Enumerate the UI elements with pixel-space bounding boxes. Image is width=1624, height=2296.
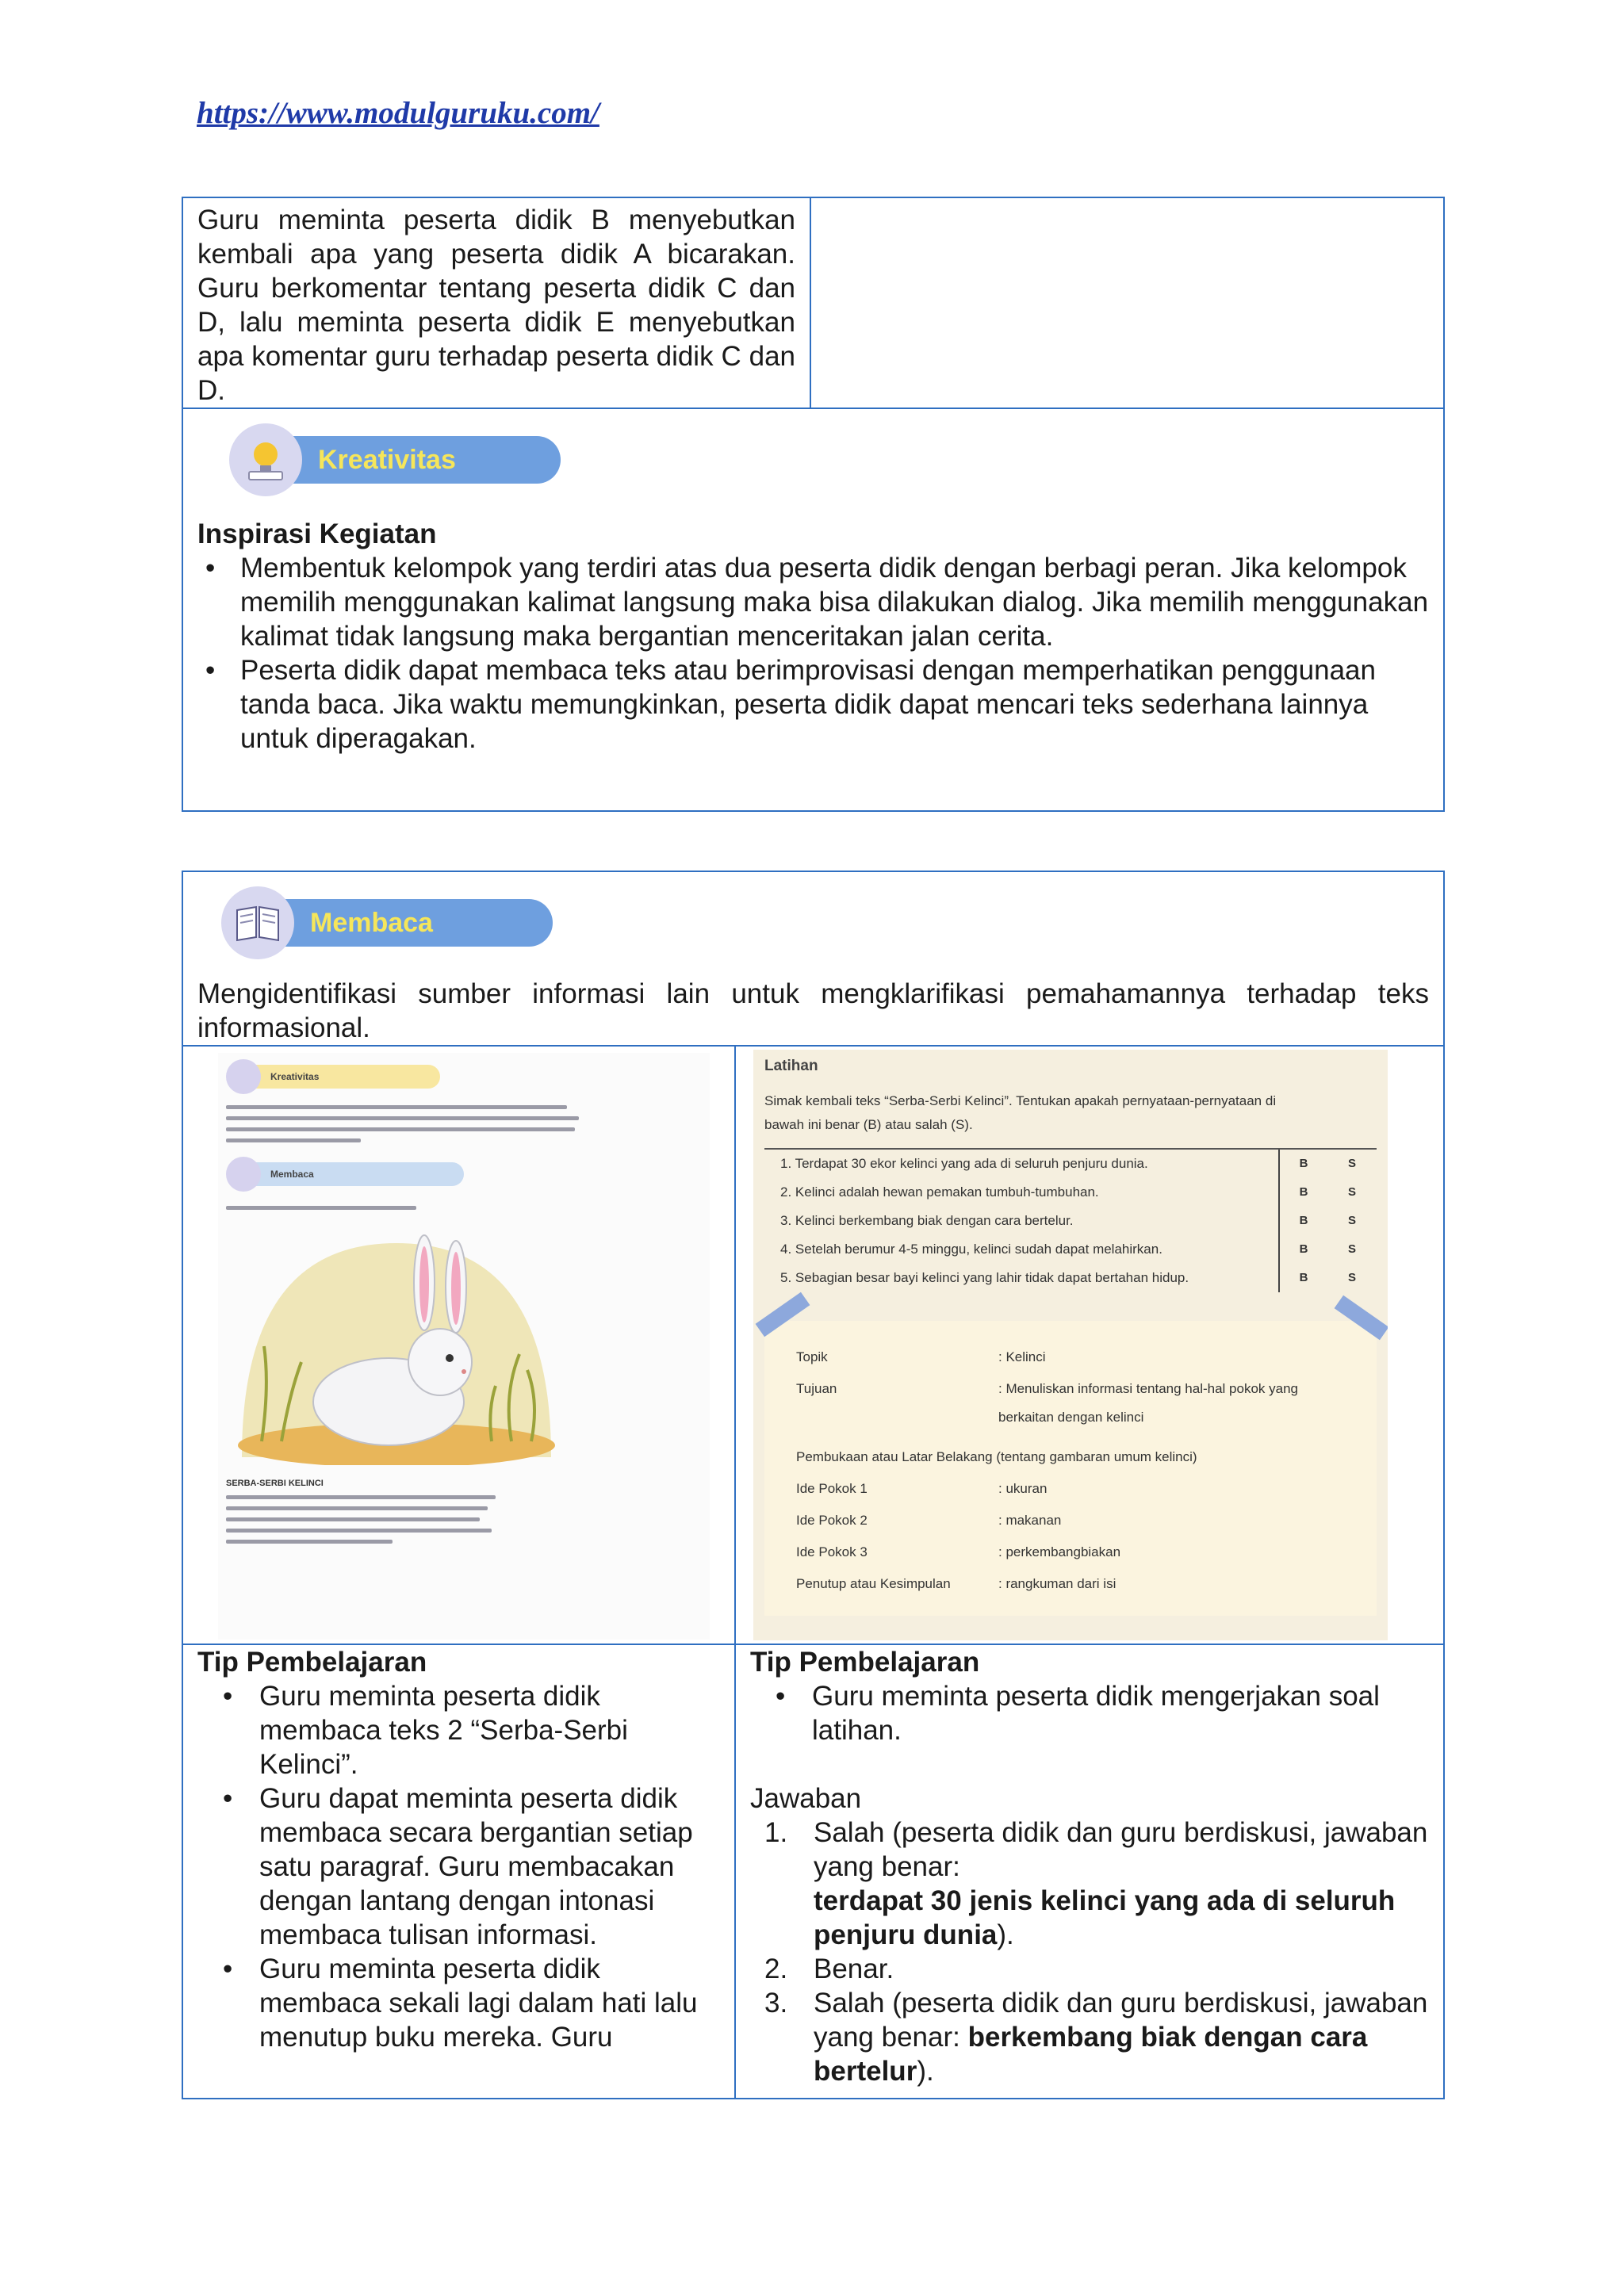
tip-left-heading: Tip Pembelajaran (197, 1647, 427, 1678)
tip-left-item: • Guru dapat meminta peserta didik membaca secara bergantian setiap satu paragraf. Guru membacakan dengan lantang dengan intonasi membaca tulisan informasi. (215, 1781, 720, 1952)
box1-activity-cell (182, 408, 1444, 811)
info-row (796, 1441, 1377, 1473)
jawaban-number: 2. (764, 1954, 788, 1984)
info-row (796, 1536, 1377, 1568)
text-line (226, 1105, 567, 1109)
info-value: berkaitan dengan kelinci (998, 1410, 1144, 1425)
text-line (226, 1495, 496, 1499)
true-mark: B (1278, 1150, 1327, 1178)
false-mark: S (1347, 1242, 1356, 1256)
text-line (226, 1116, 579, 1120)
tip-left-item: • Guru meminta peserta didik membaca sekali lagi dalam hati lalu menutup buku mereka. Guru (215, 1952, 720, 2054)
box-membaca (182, 871, 1445, 2099)
book-page-left (218, 1053, 710, 1640)
book-page-left-cell (182, 1046, 735, 1644)
inspirasi-item: • Membentuk kelompok yang terdiri atas dua peserta didik dengan berbagi peran. Jika kelompok memilih menggunakan kalimat langsung maka bisa dilakukan dialog. Jika memilih menggunakan kalimat tidak langsung maka bergantian menceritakan jalan cerita. (197, 551, 1429, 653)
tip-right-cell (735, 1644, 1444, 2099)
tip-right-list (750, 1679, 1429, 1747)
latihan-statement: 5. Sebagian besar bayi kelinci yang lahir tidak dapat bertahan hidup. (780, 1270, 1189, 1285)
text-line (226, 1540, 393, 1544)
true-mark: B (1278, 1264, 1327, 1292)
rabbit-illustration (226, 1227, 702, 1469)
info-value: : rangkuman dari isi (998, 1576, 1116, 1591)
mini-membaca-banner (226, 1157, 702, 1192)
mini-kreativitas-banner (226, 1059, 702, 1094)
jawaban-label: Jawaban (750, 1783, 862, 1814)
info-sheet (764, 1321, 1377, 1616)
book-page-right-cell (735, 1046, 1444, 1644)
info-row (796, 1473, 1377, 1505)
latihan-row (764, 1150, 1377, 1178)
membaca-banner (221, 886, 1429, 959)
true-mark: B (1278, 1178, 1327, 1207)
latihan-row (764, 1207, 1377, 1235)
jawaban-item (750, 1986, 1429, 2088)
info-key: Penutup atau Kesimpulan (796, 1576, 951, 1591)
info-row (796, 1405, 1377, 1430)
jawaban-text: Benar. (814, 1954, 894, 1984)
latihan-row (764, 1264, 1377, 1292)
text-line (226, 1127, 575, 1131)
tip-right-item: • Guru meminta peserta didik mengerjakan soal latihan. (768, 1679, 1429, 1747)
box-kreativitas (182, 197, 1445, 812)
info-row (796, 1505, 1377, 1536)
info-key: Pembukaan atau Latar Belakang (tentang gambaran umum kelinci) (796, 1449, 1197, 1464)
latihan-statement: 2. Kelinci adalah hewan pemakan tumbuh-tumbuhan. (780, 1184, 1099, 1200)
info-row (796, 1341, 1377, 1373)
mini-kreativitas-label: Kreativitas (250, 1065, 440, 1089)
mini-membaca-label: Membaca (250, 1162, 464, 1186)
book-text-lines (226, 1495, 702, 1544)
info-value: : Kelinci (998, 1349, 1046, 1364)
kreativitas-banner-label: Kreativitas (275, 436, 561, 484)
inspirasi-list (197, 551, 1429, 756)
jawaban-list (750, 1816, 1429, 2088)
text-line (226, 1529, 492, 1533)
book-page-right (753, 1050, 1388, 1640)
book-section-title: SERBA-SERBI KELINCI (226, 1479, 324, 1488)
false-mark: S (1347, 1214, 1356, 1227)
jawaban-text: Salah (peserta didik dan guru berdiskusi, jawaban yang benar: (814, 1817, 1428, 1882)
latihan-instruction: Simak kembali teks “Serba-Serbi Kelinci”. Tentukan apakah pernyataan-pernyataan di bawah ini benar (B) atau salah (S). (764, 1093, 1277, 1132)
latihan-row (764, 1235, 1377, 1264)
info-key: Topik (796, 1349, 828, 1364)
book-icon (221, 886, 294, 959)
membaca-banner-label: Membaca (267, 899, 553, 947)
kreativitas-banner (229, 423, 1429, 496)
false-mark: S (1347, 1185, 1356, 1199)
info-key: Tujuan (796, 1381, 837, 1396)
jawaban-number: 1. (764, 1817, 788, 1848)
false-mark: S (1347, 1271, 1356, 1284)
lightbulb-icon (226, 1059, 261, 1094)
true-mark: B (1278, 1235, 1327, 1264)
lightbulb-icon (229, 423, 302, 496)
info-value: : ukuran (998, 1481, 1048, 1496)
tip-right-heading: Tip Pembelajaran (750, 1647, 980, 1678)
jawaban-bold-text: terdapat 30 jenis kelinci yang ada di seluruh penjuru dunia (814, 1885, 1396, 1950)
info-row (796, 1373, 1377, 1405)
info-key: Ide Pokok 1 (796, 1481, 868, 1496)
jawaban-bold-text: berkembang biak dengan cara bertelur (814, 2022, 1368, 2087)
box2-intro-cell (182, 871, 1444, 1046)
jawaban-item (750, 1816, 1429, 1952)
inspirasi-heading: Inspirasi Kegiatan (197, 519, 437, 549)
false-mark: S (1347, 1157, 1356, 1170)
tip-left-list (197, 1679, 720, 2054)
jawaban-number: 3. (764, 1988, 788, 2019)
tape-decoration (1335, 1295, 1388, 1341)
book-icon (226, 1157, 261, 1192)
latihan-table (764, 1148, 1377, 1292)
box1-cell-text: Guru meminta peserta didik B menyebutkan kembali apa yang peserta didik A bicarakan. Guru berkomentar tentang peserta didik C dan D, lalu meminta peserta didik E menyebutkan apa komentar guru terhadap peserta didik C dan D. (197, 205, 795, 406)
tip-left-cell (182, 1644, 735, 2099)
latihan-statement: 4. Setelah berumur 4-5 minggu, kelinci sudah dapat melahirkan. (780, 1242, 1162, 1257)
text-line (226, 1506, 488, 1510)
box1-empty-cell (810, 197, 1444, 408)
jawaban-text: Salah (peserta didik dan guru berdiskusi, jawaban yang benar: (814, 1988, 1428, 2053)
text-line (226, 1517, 480, 1521)
latihan-statement: 1. Terdapat 30 ekor kelinci yang ada di seluruh penjuru dunia. (780, 1156, 1148, 1171)
latihan-row (764, 1178, 1377, 1207)
info-value: : makanan (998, 1513, 1062, 1528)
inspirasi-item: • Peserta didik dapat membaca teks atau berimprovisasi dengan memperhatikan penggunaan tanda baca. Jika waktu memungkinkan, peserta didik dapat mencari teks sederhana lainnya untuk diperagakan. (197, 653, 1429, 756)
tape-decoration (756, 1292, 810, 1337)
book-text-lines (226, 1105, 702, 1142)
jawaban-text: ). (997, 1919, 1014, 1950)
info-value: : perkembangbiakan (998, 1544, 1121, 1559)
jawaban-item (750, 1952, 1429, 1986)
header-link[interactable]: https://www.modulguruku.com/ (197, 96, 599, 130)
jawaban-text: ). (917, 2056, 934, 2087)
latihan-title: Latihan (764, 1058, 818, 1074)
info-key: Ide Pokok 3 (796, 1544, 868, 1559)
text-line (226, 1206, 416, 1210)
true-mark: B (1278, 1207, 1327, 1235)
box1-left-cell (182, 197, 810, 408)
info-row (796, 1568, 1377, 1600)
latihan-statement: 3. Kelinci berkembang biak dengan cara bertelur. (780, 1213, 1074, 1228)
info-value: : Menuliskan informasi tentang hal-hal pokok yang (998, 1381, 1298, 1396)
membaca-intro: Mengidentifikasi sumber informasi lain untuk mengklarifikasi pemahamannya terhadap teks informasional. (197, 978, 1429, 1043)
tip-left-item: • Guru meminta peserta didik membaca teks 2 “Serba-Serbi Kelinci”. (215, 1679, 720, 1781)
info-key: Ide Pokok 2 (796, 1513, 868, 1528)
text-line (226, 1138, 361, 1142)
